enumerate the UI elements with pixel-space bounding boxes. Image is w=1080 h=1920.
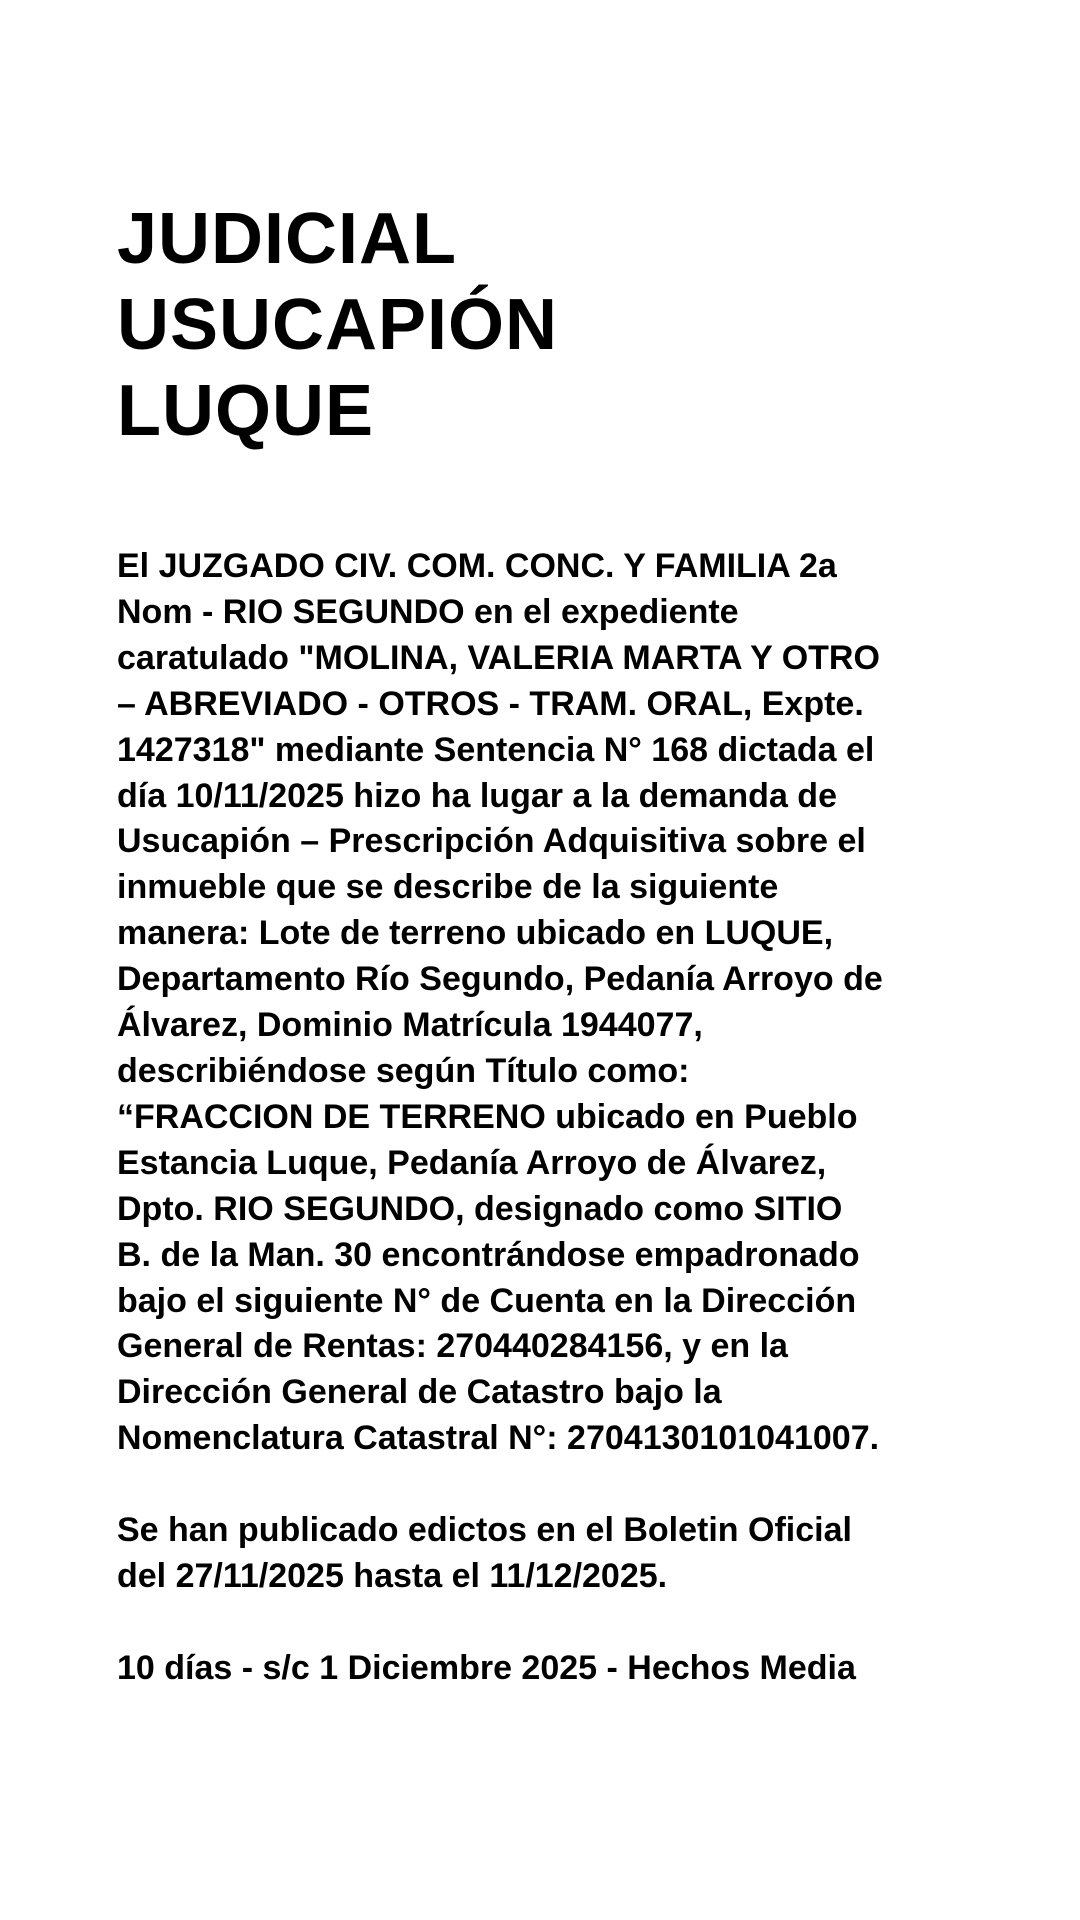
body-line: manera: Lote de terreno ubicado en LUQUE, — [117, 914, 834, 953]
body-line: General de Rentas: 270440284156, y en la — [117, 1327, 788, 1366]
notice-body — [117, 544, 1017, 1692]
body-line: Estancia Luque, Pedanía Arroyo de Álvarez, — [117, 1143, 827, 1182]
body-line: Nomenclatura Catastral N°: 2704130101041007. — [117, 1419, 880, 1458]
body-line: describiéndose según Título como: — [117, 1051, 690, 1090]
paragraph-gap — [117, 1462, 1017, 1508]
publication-line: del 27/11/2025 hasta el 11/12/2025. — [117, 1556, 668, 1595]
body-line: “FRACCION DE TERRENO ubicado en Pueblo — [117, 1097, 858, 1136]
body-line: inmueble que se describe de la siguiente — [117, 868, 779, 907]
title-line-locality: LUQUE — [117, 371, 374, 451]
body-line: Dirección General de Catastro bajo la — [117, 1373, 722, 1412]
publication-line: Se han publicado edictos en el Boletin Oficial — [117, 1511, 852, 1550]
body-line: caratulado "MOLINA, VALERIA MARTA Y OTRO — [117, 638, 880, 677]
notice-footer: 10 días - s/c 1 Diciembre 2025 - Hechos Media — [117, 1648, 856, 1687]
body-line: B. de la Man. 30 encontrándose empadronado — [117, 1235, 860, 1274]
body-line: Departamento Río Segundo, Pedanía Arroyo de — [117, 960, 883, 999]
title-line-type: USUCAPIÓN — [117, 285, 559, 365]
paragraph-gap — [117, 1600, 1017, 1646]
body-line: Nom - RIO SEGUNDO en el expediente — [117, 592, 739, 631]
body-line: día 10/11/2025 hizo ha lugar a la demanda de — [117, 776, 837, 815]
body-line: bajo el siguiente N° de Cuenta en la Dirección — [117, 1281, 857, 1320]
body-line: – ABREVIADO - OTROS - TRAM. ORAL, Expte. — [117, 684, 864, 723]
body-line: Dpto. RIO SEGUNDO, designado como SITIO — [117, 1189, 843, 1228]
body-line: Usucapión – Prescripción Adquisitiva sobre el — [117, 822, 866, 861]
notice-title — [117, 196, 1017, 454]
edict-notice — [117, 196, 1017, 1692]
title-line-category: JUDICIAL — [117, 199, 458, 279]
body-line: El JUZGADO CIV. COM. CONC. Y FAMILIA 2a — [117, 547, 837, 585]
body-line: 1427318" mediante Sentencia N° 168 dictada el — [117, 730, 875, 769]
body-line: Álvarez, Dominio Matrícula 1944077, — [117, 1006, 703, 1045]
